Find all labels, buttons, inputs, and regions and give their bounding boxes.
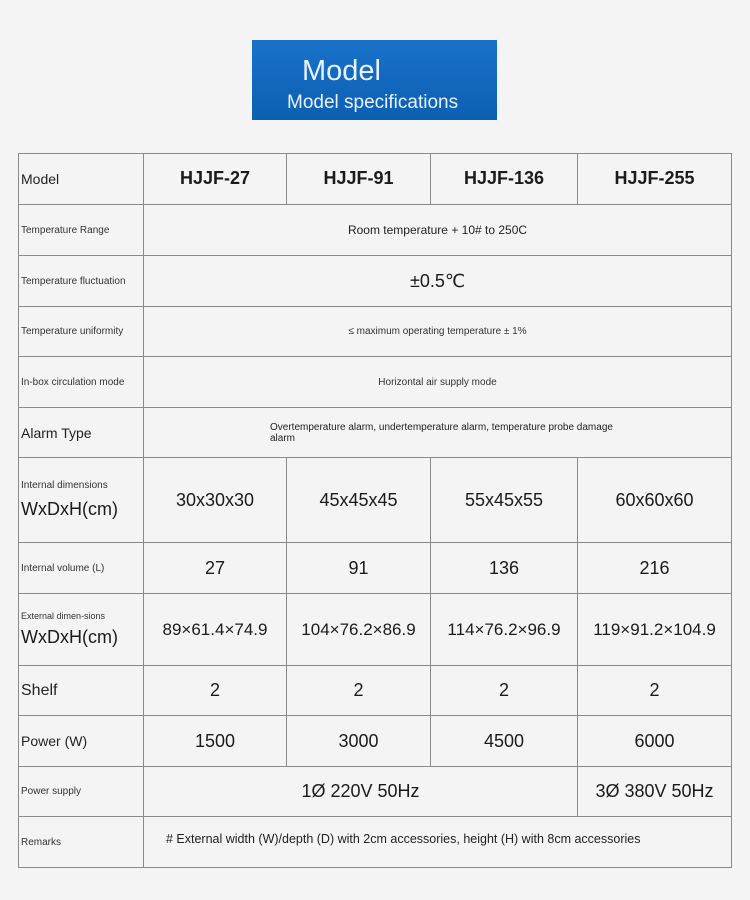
external-dimensions-value: 104×76.2×86.9 <box>301 619 416 639</box>
row-label-model: Model <box>21 170 60 187</box>
power-value: 1500 <box>194 730 236 751</box>
shelf-value: 2 <box>498 680 509 700</box>
shelf-value: 2 <box>649 680 660 700</box>
shelf-value: 2 <box>209 680 220 700</box>
row-label-internal-dimensions <box>18 458 143 542</box>
internal-volume-value: 91 <box>348 557 369 578</box>
banner-title: Model <box>302 55 381 87</box>
row-label-external-dimensions <box>18 594 143 665</box>
row-label-remarks: Remarks <box>21 836 62 848</box>
row-label-alarm-type: Alarm Type <box>21 424 92 441</box>
internal-dimensions-value: 30x30x30 <box>175 489 255 510</box>
circulation-mode-value: Horizontal air supply mode <box>378 376 497 388</box>
internal-volume-value: 27 <box>204 557 226 578</box>
temperature-uniformity-value: ≤ maximum operating temperature ± 1% <box>348 326 527 337</box>
power-value: 6000 <box>634 730 675 751</box>
internal-dimensions-value: 45x45x45 <box>319 489 398 510</box>
row-label-circulation-mode: In-box circulation mode <box>21 376 125 388</box>
row-label-internal-volume: Internal volume (L) <box>21 562 105 574</box>
model-header: HJJF-91 <box>323 168 394 188</box>
temperature-range-value: Room temperature + 10# to 250C <box>347 223 528 237</box>
shelf-value: 2 <box>353 680 364 700</box>
power-supply-three-phase: 3Ø 380V 50Hz <box>595 781 714 801</box>
internal-dimensions-unit: WxDxH(cm) <box>21 499 118 519</box>
external-dimensions-value: 89×61.4×74.9 <box>162 619 268 639</box>
row-label-shelf: Shelf <box>21 681 58 699</box>
specification-table <box>18 153 732 868</box>
alarm-type-value: Overtemperature alarm, undertemperature alarm, temperature probe damage alarm <box>270 421 613 444</box>
table-border-bottom <box>18 867 732 868</box>
title-banner <box>252 40 497 120</box>
internal-dimensions-value: 60x60x60 <box>615 489 694 510</box>
banner-subtitle: Model specifications <box>287 92 459 113</box>
model-header: HJJF-136 <box>463 168 545 188</box>
row-label-temperature-uniformity: Temperature uniformity <box>21 326 124 337</box>
power-value: 3000 <box>338 730 379 751</box>
power-supply-single-phase: 1Ø 220V 50Hz <box>301 781 420 801</box>
internal-volume-value: 136 <box>488 557 520 578</box>
row-label-power-supply: Power supply <box>21 786 82 797</box>
table-border-right <box>731 153 732 868</box>
internal-dimensions-label: Internal dimensions <box>21 480 108 491</box>
external-dimensions-label: External dimen-sions <box>21 610 106 621</box>
row-label-temperature-range: Temperature Range <box>21 224 110 236</box>
temperature-fluctuation-value: ±0.5℃ <box>409 270 466 291</box>
external-dimensions-value: 119×91.2×104.9 <box>593 619 716 639</box>
model-header: HJJF-27 <box>179 168 251 188</box>
model-header: HJJF-255 <box>614 168 695 188</box>
remarks-value: # External width (W)/depth (D) with 2cm accessories, height (H) with 8cm accessories <box>166 832 641 846</box>
internal-dimensions-value: 55x45x55 <box>464 489 544 510</box>
internal-volume-value: 216 <box>639 557 670 578</box>
row-label-power: Power (W) <box>21 733 88 749</box>
external-dimensions-unit: WxDxH(cm) <box>21 626 118 647</box>
external-dimensions-value: 114×76.2×96.9 <box>447 619 561 639</box>
power-value: 4500 <box>483 730 525 751</box>
row-label-temperature-fluctuation: Temperature fluctuation <box>21 275 126 287</box>
